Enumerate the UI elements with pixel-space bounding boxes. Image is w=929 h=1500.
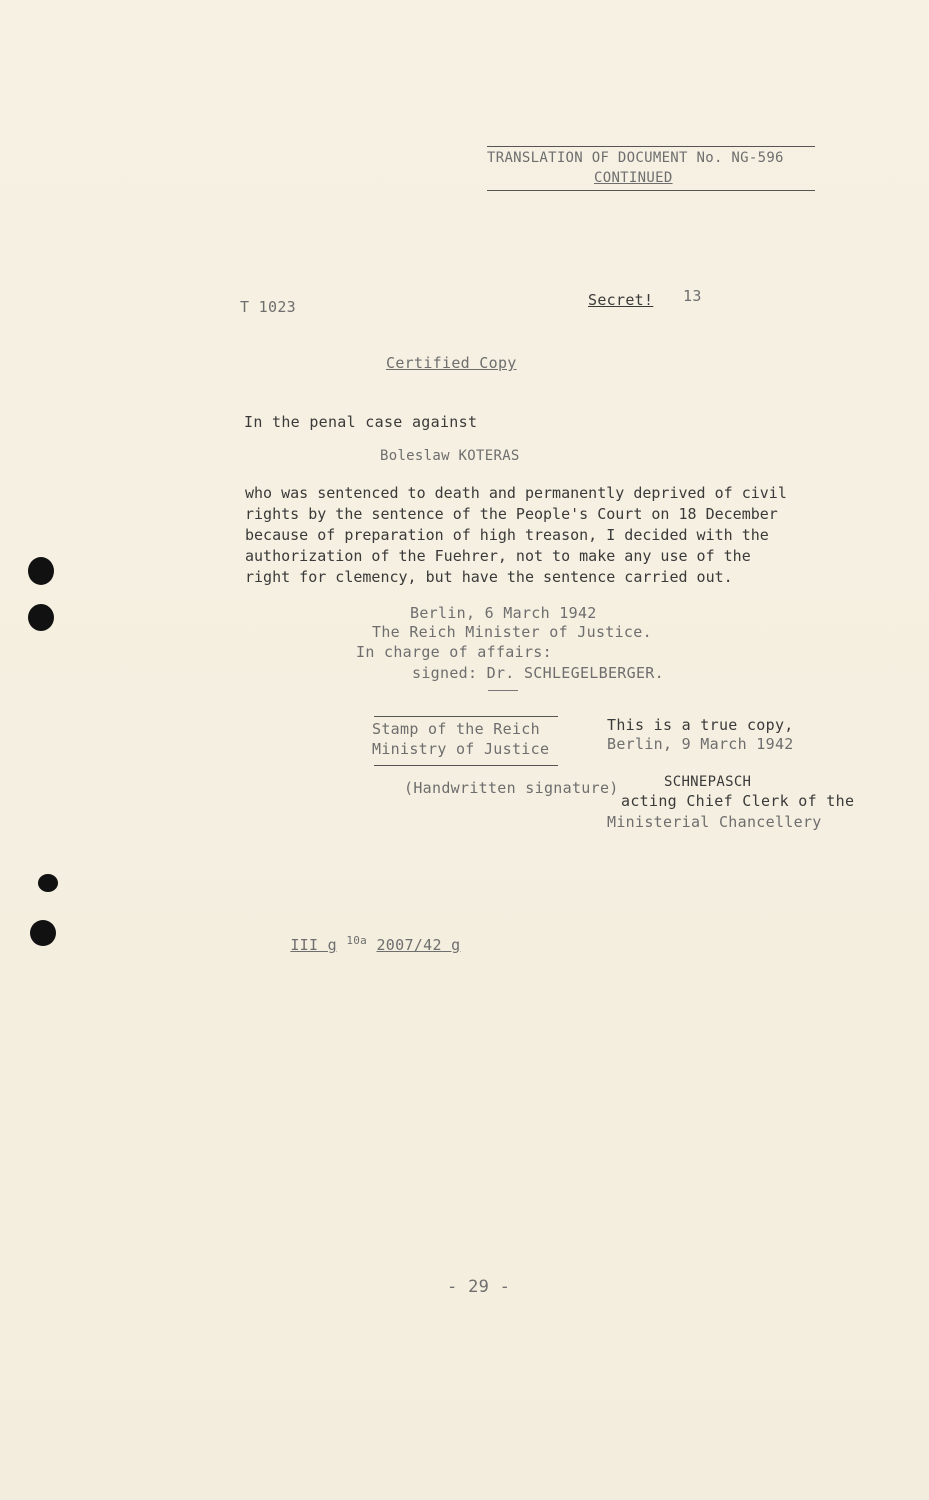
body-line: who was sentenced to death and permanently deprived of civil xyxy=(245,484,787,502)
reference-number: T 1023 xyxy=(240,298,296,316)
short-divider xyxy=(488,690,518,691)
stamp-bottom-rule xyxy=(374,765,558,766)
header-continued-line: CONTINUED xyxy=(594,170,673,186)
certification-line-1: This is a true copy, xyxy=(607,716,794,734)
body-line: right for clemency, but have the sentence carried out. xyxy=(245,568,733,586)
document-title: Certified Copy xyxy=(386,354,517,372)
stamp-line-1: Stamp of the Reich xyxy=(372,720,540,738)
page-number: - 29 - xyxy=(447,1277,511,1297)
sign-signed: signed: Dr. SCHLEGELBERGER. xyxy=(412,664,664,682)
defendant-name: Boleslaw KOTERAS xyxy=(380,448,520,464)
punch-hole-1 xyxy=(28,557,54,585)
file-ref-rest: 2007/42 g xyxy=(376,936,461,954)
certifier-name: SCHNEPASCH xyxy=(664,774,752,790)
body-line: authorization of the Fuehrer, not to make any use of the xyxy=(245,547,751,565)
certifier-title-1: acting Chief Clerk of the xyxy=(621,792,855,810)
certification-line-2: Berlin, 9 March 1942 xyxy=(607,735,794,753)
body-line: because of preparation of high treason, I decided with the xyxy=(245,526,769,544)
classification-label: Secret! xyxy=(588,291,654,309)
sign-office: The Reich Minister of Justice. xyxy=(372,623,652,641)
file-ref-sup: 10a xyxy=(346,934,368,947)
handwritten-note: (Handwritten signature) xyxy=(404,779,619,797)
file-ref-prefix: III g xyxy=(290,936,337,954)
sign-charge: In charge of affairs: xyxy=(356,643,552,661)
punch-hole-2 xyxy=(28,604,54,631)
header-translation-line: TRANSLATION OF DOCUMENT No. NG-596 xyxy=(487,150,784,166)
header-bottom-rule xyxy=(487,190,815,191)
sign-place-date: Berlin, 6 March 1942 xyxy=(410,604,597,622)
punch-hole-3 xyxy=(38,874,58,892)
punch-hole-4 xyxy=(30,920,56,946)
header-top-rule xyxy=(487,146,815,147)
certifier-title-2: Ministerial Chancellery xyxy=(607,813,822,831)
stamp-top-rule xyxy=(374,716,558,717)
intro-text: In the penal case against xyxy=(244,413,478,431)
file-reference xyxy=(253,916,460,972)
page-mark: 13 xyxy=(683,287,702,305)
body-line: rights by the sentence of the People's Court on 18 December xyxy=(245,505,778,523)
stamp-line-2: Ministry of Justice xyxy=(372,740,550,758)
